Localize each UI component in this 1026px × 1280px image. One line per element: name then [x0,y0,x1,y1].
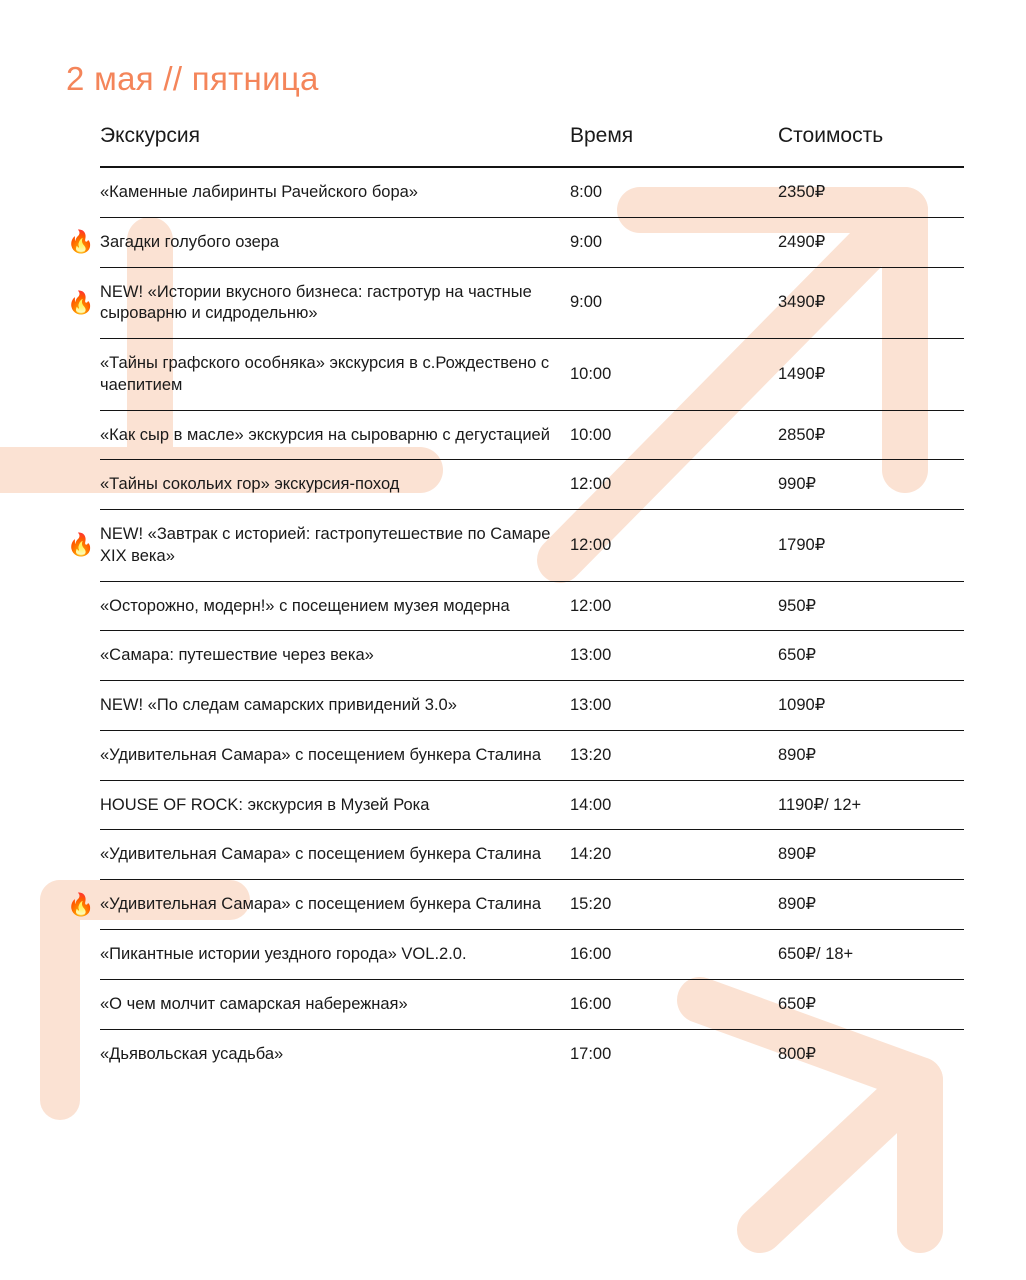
excursion-price: 1190₽/ 12+ [778,780,964,830]
table-row [62,510,964,582]
flame-placeholder [62,979,100,1029]
table-row [62,631,964,681]
excursion-time: 9:00 [570,217,778,267]
flame-icon-glyph: 🔥 [67,532,95,558]
page-title: 2 мая // пятница [66,60,319,97]
excursion-price: 1790₽ [778,510,964,582]
table-row [62,979,964,1029]
excursion-time: 12:00 [570,581,778,631]
table-row [62,930,964,980]
excursion-time: 10:00 [570,410,778,460]
excursion-name[interactable]: «Как сыр в масле» экскурсия на сыроварню с дегустацией [100,410,570,460]
table-row [62,581,964,631]
excursion-time: 8:00 [570,167,778,217]
excursion-name[interactable]: HOUSE OF ROCK: экскурсия в Музей Рока [100,780,570,830]
flame-icon-glyph: 🔥 [67,891,95,917]
excursion-price: 1490₽ [778,339,964,411]
table-row [62,167,964,217]
excursion-time: 13:00 [570,681,778,731]
flame-placeholder [62,930,100,980]
table-header-row [62,124,964,167]
table-row [62,830,964,880]
excursion-name[interactable]: «Удивительная Самара» с посещением бункера Сталина [100,830,570,880]
excursion-time: 16:00 [570,979,778,1029]
excursion-name[interactable]: «Удивительная Самара» с посещением бункера Сталина [100,730,570,780]
flame-icon-glyph: 🔥 [67,289,95,315]
table-row [62,267,964,339]
excursion-time: 13:20 [570,730,778,780]
flame-placeholder [62,830,100,880]
excursion-name[interactable]: «Удивительная Самара» с посещением бункера Сталина [100,880,570,930]
header-flame-spacer [62,124,100,167]
excursion-price: 2490₽ [778,217,964,267]
excursion-price: 650₽ [778,631,964,681]
flame-placeholder [62,581,100,631]
table-body [62,167,964,1078]
excursion-time: 16:00 [570,930,778,980]
table-head [62,124,964,167]
excursion-name[interactable]: Загадки голубого озера [100,217,570,267]
flame-icon [62,880,100,930]
flame-placeholder [62,339,100,411]
flame-placeholder [62,780,100,830]
excursion-time: 9:00 [570,267,778,339]
excursion-price: 990₽ [778,460,964,510]
excursion-name[interactable]: «Тайны сокольих гор» экскурсия-поход [100,460,570,510]
excursion-price: 800₽ [778,1044,817,1063]
excursion-time: 10:00 [570,339,778,411]
excursion-name[interactable]: NEW! «По следам самарских привидений 3.0» [100,681,570,731]
excursion-price: 1090₽ [778,681,964,731]
excursion-name[interactable]: «Тайны графского особняка» экскурсия в с.Рождествено с чаепитием [100,339,570,411]
excursion-price: 890₽ [778,830,964,880]
header-price: Стоимость [778,124,964,167]
table-row [62,880,964,930]
excursion-time: 14:00 [570,780,778,830]
excursion-name[interactable]: «Самара: путешествие через века» [100,631,570,681]
flame-placeholder [62,460,100,510]
table-row [62,460,964,510]
excursion-price: 2850₽ [778,410,964,460]
excursion-price: 890₽ [778,730,964,780]
excursion-time: 15:20 [570,880,778,930]
excursion-price: 650₽ [778,979,964,1029]
excursion-name[interactable]: «Осторожно, модерн!» с посещением музея модерна [100,581,570,631]
excursion-price: 950₽ [778,581,964,631]
excursion-price: 890₽ [778,880,964,930]
table-row [62,730,964,780]
flame-placeholder [62,410,100,460]
excursion-name[interactable]: NEW! «Истории вкусного бизнеса: гастротур на частные сыроварню и сидродельню» [100,267,570,339]
excursion-name[interactable]: «Каменные лабиринты Рачейского бора» [100,167,570,217]
flame-placeholder [62,681,100,731]
excursion-name[interactable]: «О чем молчит самарская набережная» [100,979,570,1029]
flame-icon [62,267,100,339]
flame-icon [62,510,100,582]
flame-placeholder [62,1029,100,1078]
table-row [62,780,964,830]
excursion-price: 3490₽ [778,267,964,339]
flame-icon-glyph: 🔥 [67,229,95,255]
flame-placeholder [62,631,100,681]
table-row [62,681,964,731]
excursion-time: 17:00 [570,1044,612,1063]
schedule-table [62,124,964,1078]
table-row [62,217,964,267]
excursion-name[interactable]: «Дьявольская усадьба» [100,1044,284,1063]
excursion-time: 12:00 [570,510,778,582]
excursion-time: 14:20 [570,830,778,880]
table-row [62,410,964,460]
excursion-price: 650₽/ 18+ [778,930,964,980]
flame-placeholder [62,167,100,217]
table-row [62,339,964,411]
header-time: Время [570,124,778,167]
excursion-time: 13:00 [570,631,778,681]
header-excursion: Экскурсия [100,124,570,167]
flame-placeholder [62,730,100,780]
flame-icon [62,217,100,267]
table-row [62,1029,964,1078]
excursion-time: 12:00 [570,460,778,510]
excursion-price: 2350₽ [778,167,964,217]
excursion-name[interactable]: «Пикантные истории уездного города» VOL.2.0. [100,930,570,980]
excursion-name[interactable]: NEW! «Завтрак с историей: гастропутешествие по Самаре XIX века» [100,510,570,582]
